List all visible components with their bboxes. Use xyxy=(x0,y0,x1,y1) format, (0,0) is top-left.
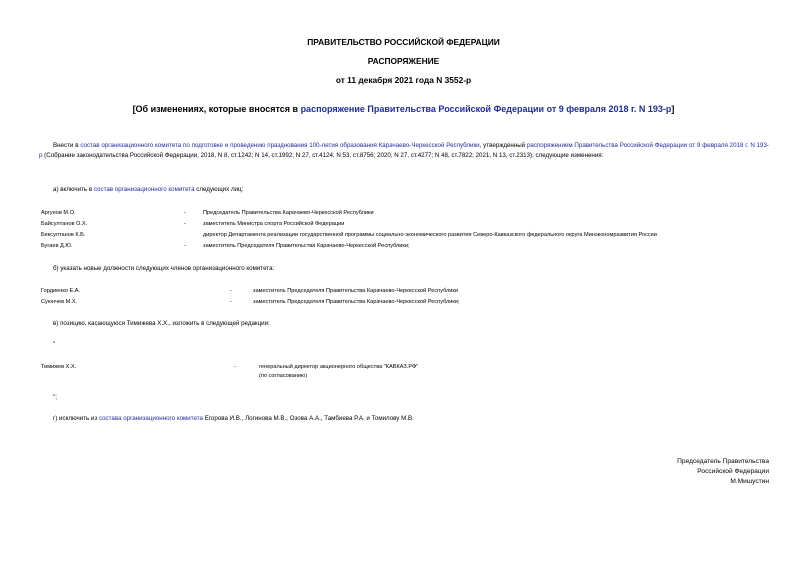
table-row-position: генеральный директор акционерного общества "КАВКАЗ.РФ" xyxy=(259,364,419,370)
table-row-position-note: (по согласованию) xyxy=(259,373,308,379)
item-b-text: б) указать новые должности следующих членов организационного комитета: xyxy=(53,265,275,272)
table-row-dash: - xyxy=(184,210,186,216)
table-row-dash: - xyxy=(230,288,232,294)
intro-paragraph xyxy=(39,141,769,160)
item-d-link[interactable]: состава организационного комитета xyxy=(98,415,203,422)
table-row-name: Суюнчев М.Х. xyxy=(41,299,78,305)
item-d-suffix: Егорова И.В., Логинова М.В., Озова А.А., Тамбиева Р.А. и Томилову М.В. xyxy=(202,415,414,422)
table-row-name: Байсултанов О.Х. xyxy=(41,221,88,227)
table-row-position: Председатель Правительства Карачаево-Черкесской Республики xyxy=(203,210,374,216)
table-row-name: Тимижев Х.Х. xyxy=(41,364,77,370)
intro-text-3: (Собрание законодательства Российской Федерации, 2018, N 8, ст.1242; N 14, ст.1992; N 27, ст.4124; N 53, ст.8756; 2020, N 27, ст.4277; N 48, ст.7822; 2021, N 13, ст.2313), следующие изменения: xyxy=(42,151,604,159)
government-name: ПРАВИТЕЛЬСТВО РОССИЙСКОЙ ФЕДЕРАЦИИ xyxy=(307,37,500,47)
table-row-name: Гордиенко Е.А. xyxy=(41,288,81,294)
document-title xyxy=(0,104,807,114)
table-row-position: директор Департамента реализации государственной программы социально-экономического развития Северо-Кавказского федерального округа Минэкономразвития России xyxy=(203,232,657,238)
item-d-text xyxy=(53,414,414,424)
table-row-position: заместитель Министра спорта Российской Федерации xyxy=(203,221,345,227)
quote-open: " xyxy=(53,341,56,348)
title-suffix: ] xyxy=(671,104,675,114)
table-row-dash: - xyxy=(184,221,186,227)
signature-org: Российской Федерации xyxy=(697,468,769,475)
item-a-text xyxy=(53,185,243,195)
item-c-text: в) позицию, касающуюся Тимижева Х.Х., изложить в следующей редакции: xyxy=(53,320,270,327)
document-date-number: от 11 декабря 2021 года N 3552-р xyxy=(335,75,472,85)
table-row-name: Аргунов М.О. xyxy=(41,210,76,216)
table-row-name: Бексултанов К.Б. xyxy=(41,232,86,238)
signature-name: М.Мишустин xyxy=(730,478,769,485)
title-link[interactable]: распоряжение Правительства Российской Федерации от 9 февраля 2018 г. N 193-р xyxy=(300,104,672,114)
quote-close: "; xyxy=(53,394,57,401)
signature-block xyxy=(677,457,769,487)
item-d-prefix: г) исключить из xyxy=(53,415,99,422)
table-row-name: Бугаев Д.Ю. xyxy=(41,243,73,249)
table-row-dash: - xyxy=(234,364,236,370)
document-type: РАСПОРЯЖЕНИЕ xyxy=(367,56,440,66)
item-a-suffix: следующих лиц: xyxy=(194,186,244,193)
table-row-position: заместитель Председателя Правительства Карачаево-Черкесской Республики; xyxy=(253,299,460,305)
table-row-dash: - xyxy=(230,299,232,305)
intro-text-2: , утвержденный xyxy=(479,142,527,149)
table-row-position: заместитель Председателя Правительства Карачаево-Черкесской Республики; xyxy=(203,243,410,249)
table-row-position: заместитель Председателя Правительства Карачаево-Черкесской Республики xyxy=(253,288,458,294)
intro-link-committee[interactable]: состав организационного комитета по подготовке и проведению празднования 100-летия образования Карачаево-Черкесской Республики xyxy=(80,142,480,149)
intro-text-1: Внести в xyxy=(53,142,81,149)
item-a-prefix: а) включить в xyxy=(53,186,94,193)
title-prefix: [Об изменениях, которые вносятся в xyxy=(132,104,301,114)
item-a-link[interactable]: состав организационного комитета xyxy=(93,186,195,193)
table-row-dash: - xyxy=(184,243,186,249)
intro-link-decree[interactable]: распоряжением Правительства Российской Федерации от 9 февраля 2018 г. N 193-р xyxy=(39,142,769,159)
signature-title: Председатель Правительства xyxy=(677,458,769,465)
